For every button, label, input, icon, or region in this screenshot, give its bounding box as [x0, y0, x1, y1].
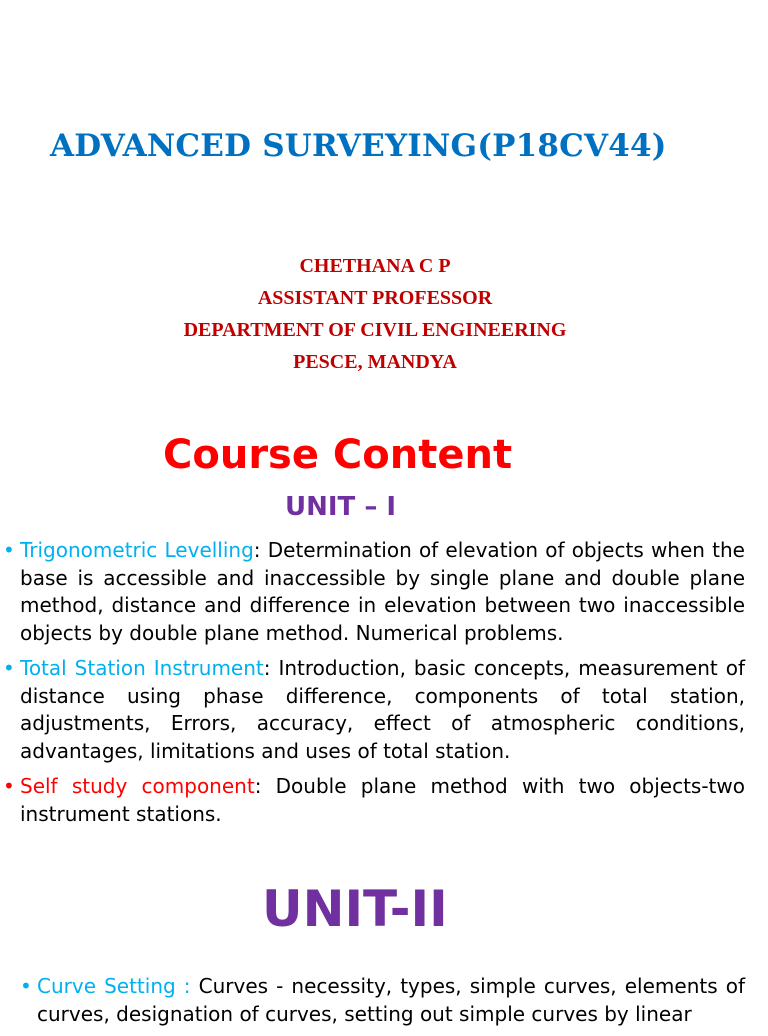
list-item	[0, 973, 745, 1028]
author-name: CHETHANA C P	[299, 255, 451, 277]
topic-description: : Double plane method with two objects-two instrument stations.	[20, 774, 745, 826]
author-department: DEPARTMENT OF CIVIL ENGINEERING	[183, 319, 567, 341]
topic-label: Trigonometric Levelling	[20, 538, 254, 562]
topic-label: Self study component	[20, 774, 255, 798]
topic-description: : Introduction, basic concepts, measurement of distance using phase difference, components of total station, adjustments, Errors, accuracy, effect of atmospheric conditions, advantages, limitations and uses of total station.	[20, 656, 745, 763]
course-content-heading: Course Content	[163, 432, 513, 478]
topic-label: Total Station Instrument	[20, 656, 264, 680]
topic-description: Curves - necessity, types, simple curves, elements of curves, designation of curves, setting out simple curves by linear	[37, 974, 745, 1026]
unit1-heading: UNIT – I	[285, 492, 397, 522]
bullet-icon: •	[3, 656, 15, 680]
topic-description: : Determination of elevation of objects when the base is accessible and inaccessible by single plane and double plane method, distance and difference in elevation between two inaccessible objects by double plane method. Numerical problems.	[20, 538, 745, 645]
author-institution: PESCE, MANDYA	[293, 351, 457, 373]
unit2-heading: UNIT-II	[262, 880, 448, 938]
list-item	[0, 773, 745, 828]
list-item	[0, 655, 745, 765]
bullet-icon: •	[3, 774, 15, 798]
topic-label: Curve Setting :	[37, 974, 191, 998]
author-block	[0, 250, 750, 378]
bullet-icon: •	[3, 538, 15, 562]
list-item	[0, 537, 745, 647]
bullet-icon: •	[20, 974, 32, 998]
unit1-topic-list	[0, 537, 768, 836]
document-title: ADVANCED SURVEYING(P18CV44)	[50, 128, 667, 164]
unit2-topic-list	[0, 973, 768, 1036]
author-designation: ASSISTANT PROFESSOR	[257, 287, 493, 309]
